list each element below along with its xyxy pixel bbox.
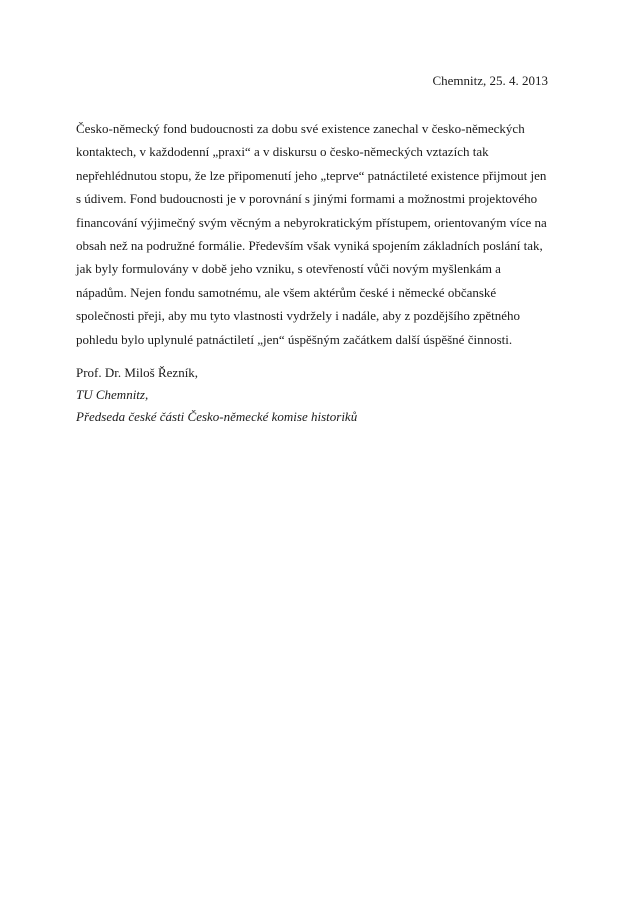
signature-block [76, 362, 357, 428]
signature-institution: TU Chemnitz, [76, 387, 149, 402]
paragraph-line: společnosti přeji, aby mu tyto vlastnosti vydržely i nadále, aby z pozdějšího zpětného [76, 308, 521, 324]
paragraph-line: nepřehlédnutou stopu, že lze připomenutí jeho „teprve“ patnáctileté existence přijmout jen [76, 167, 547, 183]
paragraph-line: jak byly formulovány v době jeho vzniku, s otevřeností vůči novým myšlenkám a [76, 261, 501, 277]
paragraph-line: kontaktech, v každodenní „praxi“ a v diskursu o česko-německých vztazích tak [76, 144, 489, 160]
signature-name: Prof. Dr. Miloš Řezník, [76, 365, 199, 380]
body-paragraph [76, 117, 566, 351]
paragraph-line: pohledu bylo uplynulé patnáctiletí „jen“ úspěšným začátkem další úspěšné činnosti. [76, 331, 513, 347]
paragraph-line: s údivem. Fond budoucnosti je v porovnání s jinými formami a možnostmi projektového [76, 191, 538, 207]
paragraph-line: Česko-německý fond budoucnosti za dobu své existence zanechal v česko-německých [76, 121, 525, 136]
signature-position: Předseda české části Česko-německé komise historiků [76, 409, 358, 424]
paragraph-line: obsah než na podružné formálie. Především však vyniká spojením základních poslání tak, [76, 238, 543, 254]
paragraph-line: financování výjimečný svým věcným a nebyrokratickým přístupem, orientovaným více na [76, 214, 547, 230]
document-date: Chemnitz, 25. 4. 2013 [432, 73, 548, 88]
paragraph-line: nápadům. Nejen fondu samotnému, ale všem aktérům české i německé občanské [76, 284, 497, 300]
